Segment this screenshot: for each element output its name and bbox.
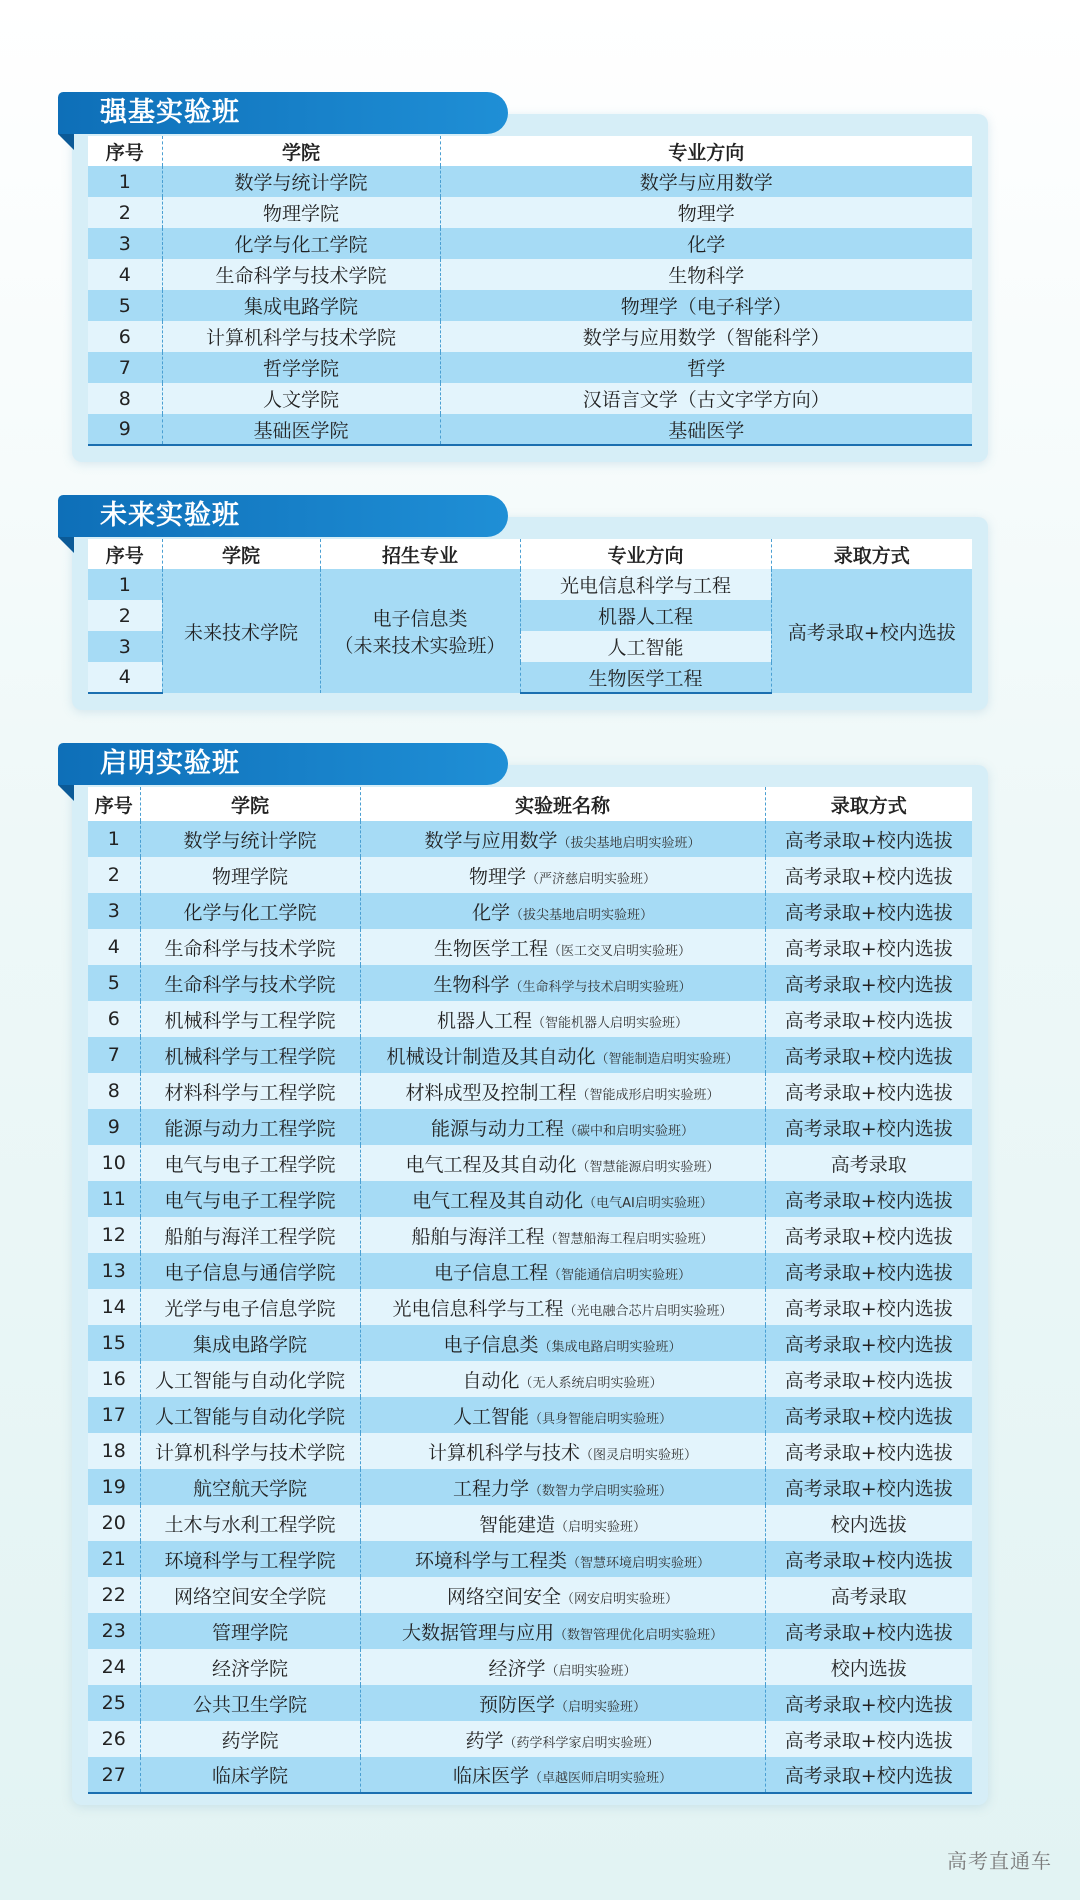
class-name-sub: （启明实验班）: [555, 1699, 647, 1715]
row-seq: 9: [88, 414, 162, 445]
row-direction: 物理学: [440, 197, 972, 228]
class-name-sub: （智能机器人启明实验班）: [532, 1015, 689, 1031]
row-college: 生命科学与技术学院: [162, 259, 440, 290]
row-seq: 18: [88, 1433, 140, 1469]
class-name-sub: （拔尖基地启明实验班）: [510, 907, 654, 923]
row-seq: 20: [88, 1505, 140, 1541]
table-row: [88, 1649, 972, 1685]
class-name-main: 经济学: [488, 1657, 546, 1680]
row-seq: 3: [88, 228, 162, 259]
class-name-sub: （智能成形启明实验班）: [576, 1087, 720, 1103]
row-admission: 高考录取+校内选拔: [765, 1613, 972, 1649]
row-class-name: [360, 1325, 765, 1361]
row-college: 环境科学与工程学院: [140, 1541, 360, 1577]
class-name-sub: （光电融合芯片启明实验班）: [563, 1303, 733, 1319]
class-name-sub: （无人系统启明实验班）: [519, 1375, 663, 1391]
class-name-main: 生物科学: [433, 973, 510, 996]
row-college: 人文学院: [162, 383, 440, 414]
header-college: 学院: [162, 136, 440, 166]
row-college: 临床学院: [140, 1757, 360, 1793]
row-college: 数学与统计学院: [140, 821, 360, 857]
class-name-main: 药学: [465, 1729, 504, 1752]
table-row: [88, 893, 972, 929]
row-admission: 高考录取+校内选拔: [765, 1469, 972, 1505]
class-name-main: 物理学: [468, 865, 526, 888]
table-row: [88, 1217, 972, 1253]
row-class-name: [360, 1757, 765, 1793]
weilai-major-line1: 电子信息类: [372, 608, 468, 630]
row-college: 机械科学与工程学院: [140, 1001, 360, 1037]
row-college: 材料科学与工程学院: [140, 1073, 360, 1109]
row-college: 物理学院: [140, 857, 360, 893]
row-college: 光学与电子信息学院: [140, 1289, 360, 1325]
row-seq: 10: [88, 1145, 140, 1181]
header-admission: 录取方式: [765, 787, 972, 821]
row-class-name: [360, 857, 765, 893]
class-name-main: 机器人工程: [436, 1009, 532, 1032]
table-row: [88, 321, 972, 352]
table-row: [88, 1181, 972, 1217]
row-seq: 11: [88, 1181, 140, 1217]
row-admission: 高考录取+校内选拔: [765, 1217, 972, 1253]
row-direction: 数学与应用数学（智能科学）: [440, 321, 972, 352]
table-row: [88, 821, 972, 857]
row-admission: 高考录取+校内选拔: [765, 1073, 972, 1109]
row-seq: 2: [88, 197, 162, 228]
row-college: 船舶与海洋工程学院: [140, 1217, 360, 1253]
row-class-name: [360, 1649, 765, 1685]
row-seq: 12: [88, 1217, 140, 1253]
class-name-sub: （数智管理优化启明实验班）: [554, 1627, 724, 1643]
table-row: [88, 352, 972, 383]
row-class-name: [360, 1541, 765, 1577]
class-name-main: 数学与应用数学: [424, 829, 558, 852]
table-row: [88, 1145, 972, 1181]
row-class-name: [360, 929, 765, 965]
class-name-main: 网络空间安全: [446, 1585, 561, 1608]
row-seq: 4: [88, 929, 140, 965]
header-college: 学院: [162, 539, 320, 569]
row-seq: 15: [88, 1325, 140, 1361]
row-seq: 1: [88, 821, 140, 857]
row-seq: 17: [88, 1397, 140, 1433]
weilai-college-cell: 未来技术学院: [162, 569, 320, 693]
row-class-name: [360, 1145, 765, 1181]
row-seq: 3: [88, 893, 140, 929]
row-seq: 19: [88, 1469, 140, 1505]
table-row: [88, 228, 972, 259]
row-class-name: [360, 1469, 765, 1505]
row-direction: 人工智能: [520, 631, 771, 662]
row-college: 基础医学院: [162, 414, 440, 445]
table-row: [88, 1721, 972, 1757]
row-seq: 8: [88, 1073, 140, 1109]
row-admission: 高考录取+校内选拔: [765, 1253, 972, 1289]
row-college: 网络空间安全学院: [140, 1577, 360, 1613]
row-class-name: [360, 1505, 765, 1541]
table-row: [88, 1757, 972, 1793]
row-seq: 6: [88, 321, 162, 352]
row-direction: 生物医学工程: [520, 662, 771, 693]
class-name-main: 机械设计制造及其自动化: [386, 1045, 596, 1068]
row-college: 数学与统计学院: [162, 166, 440, 197]
table-row: [88, 197, 972, 228]
qiming-table: [88, 787, 972, 1794]
row-admission: 高考录取+校内选拔: [765, 893, 972, 929]
row-class-name: [360, 1109, 765, 1145]
class-name-main: 环境科学与工程类: [414, 1549, 567, 1572]
table-row: [88, 929, 972, 965]
row-admission: 高考录取+校内选拔: [765, 1037, 972, 1073]
class-name-sub: （严济慈启明实验班）: [526, 871, 657, 887]
row-class-name: [360, 965, 765, 1001]
class-name-sub: （数智力学启明实验班）: [529, 1483, 673, 1499]
table-row: [88, 1289, 972, 1325]
class-name-main: 人工智能: [452, 1405, 529, 1428]
table-row: [88, 1577, 972, 1613]
row-college: 集成电路学院: [140, 1325, 360, 1361]
class-name-main: 材料成型及控制工程: [405, 1081, 577, 1104]
class-name-main: 工程力学: [452, 1477, 529, 1500]
class-name-main: 计算机科学与技术: [427, 1441, 580, 1464]
row-college: 公共卫生学院: [140, 1685, 360, 1721]
weilai-table: [88, 539, 972, 694]
row-admission: 校内选拔: [765, 1649, 972, 1685]
row-class-name: [360, 1613, 765, 1649]
row-direction: 哲学: [440, 352, 972, 383]
table-header-row: [88, 136, 972, 166]
class-name-main: 能源与动力工程: [430, 1117, 564, 1140]
class-name-main: 预防医学: [478, 1693, 555, 1716]
table-row: [88, 1253, 972, 1289]
class-name-sub: （卓越医师启明实验班）: [529, 1771, 673, 1786]
row-direction: 数学与应用数学: [440, 166, 972, 197]
row-seq: 26: [88, 1721, 140, 1757]
row-seq: 5: [88, 290, 162, 321]
row-seq: 3: [88, 631, 162, 662]
row-seq: 27: [88, 1757, 140, 1793]
row-college: 化学与化工学院: [162, 228, 440, 259]
row-class-name: [360, 893, 765, 929]
header-college: 学院: [140, 787, 360, 821]
class-name-sub: （碳中和启明实验班）: [564, 1123, 695, 1139]
class-name-main: 化学: [471, 901, 510, 924]
row-college: 管理学院: [140, 1613, 360, 1649]
row-direction: 光电信息科学与工程: [520, 569, 771, 600]
row-college: 电气与电子工程学院: [140, 1181, 360, 1217]
row-college: 计算机科学与技术学院: [162, 321, 440, 352]
class-name-sub: （医工交叉启明实验班）: [548, 943, 692, 959]
row-direction: 汉语言文学（古文字学方向）: [440, 383, 972, 414]
row-class-name: [360, 1397, 765, 1433]
weilai-major-line2: （未来技术实验班）: [334, 635, 506, 657]
class-name-main: 电气工程及其自动化: [405, 1153, 577, 1176]
table-row: [88, 1613, 972, 1649]
table-row: [88, 857, 972, 893]
table-row: [88, 569, 972, 600]
row-seq: 14: [88, 1289, 140, 1325]
row-college: 电气与电子工程学院: [140, 1145, 360, 1181]
class-name-main: 自动化: [462, 1369, 520, 1392]
row-seq: 7: [88, 1037, 140, 1073]
row-seq: 1: [88, 569, 162, 600]
row-admission: 高考录取: [765, 1577, 972, 1613]
class-name-sub: （智慧能源启明实验班）: [576, 1159, 720, 1175]
row-seq: 1: [88, 166, 162, 197]
row-admission: 高考录取+校内选拔: [765, 1685, 972, 1721]
row-admission: 高考录取+校内选拔: [765, 1397, 972, 1433]
row-admission: 高考录取: [765, 1145, 972, 1181]
row-college: 土木与水利工程学院: [140, 1505, 360, 1541]
row-college: 电子信息与通信学院: [140, 1253, 360, 1289]
row-class-name: [360, 1721, 765, 1757]
row-direction: 物理学（电子科学）: [440, 290, 972, 321]
table-header-row: [88, 787, 972, 821]
row-admission: 校内选拔: [765, 1505, 972, 1541]
row-class-name: [360, 1685, 765, 1721]
row-seq: 23: [88, 1613, 140, 1649]
table-row: [88, 1037, 972, 1073]
row-seq: 9: [88, 1109, 140, 1145]
row-class-name: [360, 1037, 765, 1073]
class-name-main: 光电信息科学与工程: [392, 1297, 564, 1320]
table-row: [88, 259, 972, 290]
row-admission: 高考录取+校内选拔: [765, 965, 972, 1001]
row-direction: 机器人工程: [520, 600, 771, 631]
table-row: [88, 290, 972, 321]
table-header-row: [88, 539, 972, 569]
class-name-sub: （智能通信启明实验班）: [548, 1267, 692, 1283]
header-direction: 专业方向: [440, 136, 972, 166]
qiangji-title: 强基实验班: [58, 92, 508, 134]
class-name-main: 智能建造: [478, 1513, 555, 1536]
row-admission: 高考录取+校内选拔: [765, 1325, 972, 1361]
table-row: [88, 414, 972, 445]
row-admission: 高考录取+校内选拔: [765, 1109, 972, 1145]
table-row: [88, 965, 972, 1001]
table-row: [88, 1541, 972, 1577]
row-admission: 高考录取+校内选拔: [765, 821, 972, 857]
row-class-name: [360, 1001, 765, 1037]
row-class-name: [360, 1217, 765, 1253]
class-name-sub: （图灵启明实验班）: [580, 1447, 698, 1463]
row-seq: 8: [88, 383, 162, 414]
class-name-sub: （智慧环境启明实验班）: [567, 1555, 711, 1571]
row-college: 人工智能与自动化学院: [140, 1397, 360, 1433]
row-admission: 高考录取+校内选拔: [765, 1757, 972, 1793]
class-name-main: 大数据管理与应用: [401, 1621, 554, 1644]
table-row: [88, 1469, 972, 1505]
row-college: 物理学院: [162, 197, 440, 228]
class-name-main: 生物医学工程: [433, 937, 548, 960]
table-row: [88, 1505, 972, 1541]
row-class-name: [360, 1073, 765, 1109]
row-college: 机械科学与工程学院: [140, 1037, 360, 1073]
qiangji-section: [58, 92, 988, 462]
row-seq: 7: [88, 352, 162, 383]
row-direction: 生物科学: [440, 259, 972, 290]
table-row: [88, 1361, 972, 1397]
class-name-sub: （启明实验班）: [545, 1663, 637, 1679]
row-admission: 高考录取+校内选拔: [765, 1721, 972, 1757]
table-row: [88, 1073, 972, 1109]
row-admission: 高考录取+校内选拔: [765, 1361, 972, 1397]
row-class-name: [360, 1253, 765, 1289]
row-seq: 2: [88, 600, 162, 631]
header-seq: 序号: [88, 539, 162, 569]
weilai-title: 未来实验班: [58, 495, 508, 537]
header-admission: 录取方式: [771, 539, 972, 569]
row-college: 计算机科学与技术学院: [140, 1433, 360, 1469]
class-name-main: 船舶与海洋工程: [411, 1225, 545, 1248]
row-seq: 21: [88, 1541, 140, 1577]
class-name-sub: （生命科学与技术启明实验班）: [509, 979, 692, 995]
class-name-main: 电子信息类: [443, 1333, 539, 1356]
row-admission: 高考录取+校内选拔: [765, 857, 972, 893]
header-class-name: 实验班名称: [360, 787, 765, 821]
row-college: 哲学学院: [162, 352, 440, 383]
qiming-title: 启明实验班: [58, 743, 508, 785]
weilai-major-cell: [320, 569, 520, 693]
class-name-sub: （拔尖基地启明实验班）: [557, 835, 701, 851]
class-name-sub: （智能制造启明实验班）: [595, 1051, 739, 1067]
header-seq: 序号: [88, 787, 140, 821]
class-name-main: 电气工程及其自动化: [412, 1189, 584, 1212]
class-name-sub: （网安启明实验班）: [561, 1591, 679, 1607]
row-direction: 基础医学: [440, 414, 972, 445]
class-name-sub: （集成电路启明实验班）: [538, 1339, 682, 1355]
row-admission: 高考录取+校内选拔: [765, 1181, 972, 1217]
table-row: [88, 1001, 972, 1037]
row-admission: 高考录取+校内选拔: [765, 1001, 972, 1037]
row-admission: 高考录取+校内选拔: [765, 929, 972, 965]
class-name-sub: （智慧船海工程启明实验班）: [544, 1231, 714, 1247]
row-seq: 6: [88, 1001, 140, 1037]
row-seq: 2: [88, 857, 140, 893]
row-seq: 16: [88, 1361, 140, 1397]
table-row: [88, 1433, 972, 1469]
table-row: [88, 1325, 972, 1361]
header-direction: 专业方向: [520, 539, 771, 569]
row-class-name: [360, 1361, 765, 1397]
class-name-sub: （电气AI启明实验班）: [583, 1195, 713, 1211]
table-row: [88, 1685, 972, 1721]
row-college: 集成电路学院: [162, 290, 440, 321]
row-admission: 高考录取+校内选拔: [765, 1289, 972, 1325]
table-row: [88, 166, 972, 197]
row-college: 航空航天学院: [140, 1469, 360, 1505]
row-class-name: [360, 1577, 765, 1613]
qiming-section: [58, 743, 988, 1805]
class-name-sub: （药学科学家启明实验班）: [503, 1735, 660, 1751]
row-seq: 25: [88, 1685, 140, 1721]
class-name-sub: （启明实验班）: [555, 1519, 647, 1535]
table-row: [88, 1109, 972, 1145]
row-admission: 高考录取+校内选拔: [765, 1541, 972, 1577]
row-direction: 化学: [440, 228, 972, 259]
class-name-sub: （具身智能启明实验班）: [529, 1411, 673, 1427]
row-college: 生命科学与技术学院: [140, 929, 360, 965]
class-name-main: 临床医学: [452, 1765, 529, 1787]
table-row: [88, 1397, 972, 1433]
row-seq: 13: [88, 1253, 140, 1289]
row-college: 经济学院: [140, 1649, 360, 1685]
row-class-name: [360, 1289, 765, 1325]
row-college: 生命科学与技术学院: [140, 965, 360, 1001]
row-seq: 4: [88, 259, 162, 290]
header-major: 招生专业: [320, 539, 520, 569]
header-seq: 序号: [88, 136, 162, 166]
weilai-section: [58, 495, 988, 710]
row-seq: 5: [88, 965, 140, 1001]
row-college: 化学与化工学院: [140, 893, 360, 929]
row-college: 人工智能与自动化学院: [140, 1361, 360, 1397]
row-seq: 22: [88, 1577, 140, 1613]
row-class-name: [360, 1181, 765, 1217]
row-class-name: [360, 821, 765, 857]
row-class-name: [360, 1433, 765, 1469]
class-name-main: 电子信息工程: [433, 1261, 548, 1284]
weilai-admission-cell: 高考录取+校内选拔: [771, 569, 972, 693]
row-college: 能源与动力工程学院: [140, 1109, 360, 1145]
table-row: [88, 383, 972, 414]
row-admission: 高考录取+校内选拔: [765, 1433, 972, 1469]
qiangji-table: [88, 136, 972, 446]
watermark: 高考直通车: [947, 1849, 1052, 1873]
row-seq: 4: [88, 662, 162, 693]
row-seq: 24: [88, 1649, 140, 1685]
row-college: 药学院: [140, 1721, 360, 1757]
